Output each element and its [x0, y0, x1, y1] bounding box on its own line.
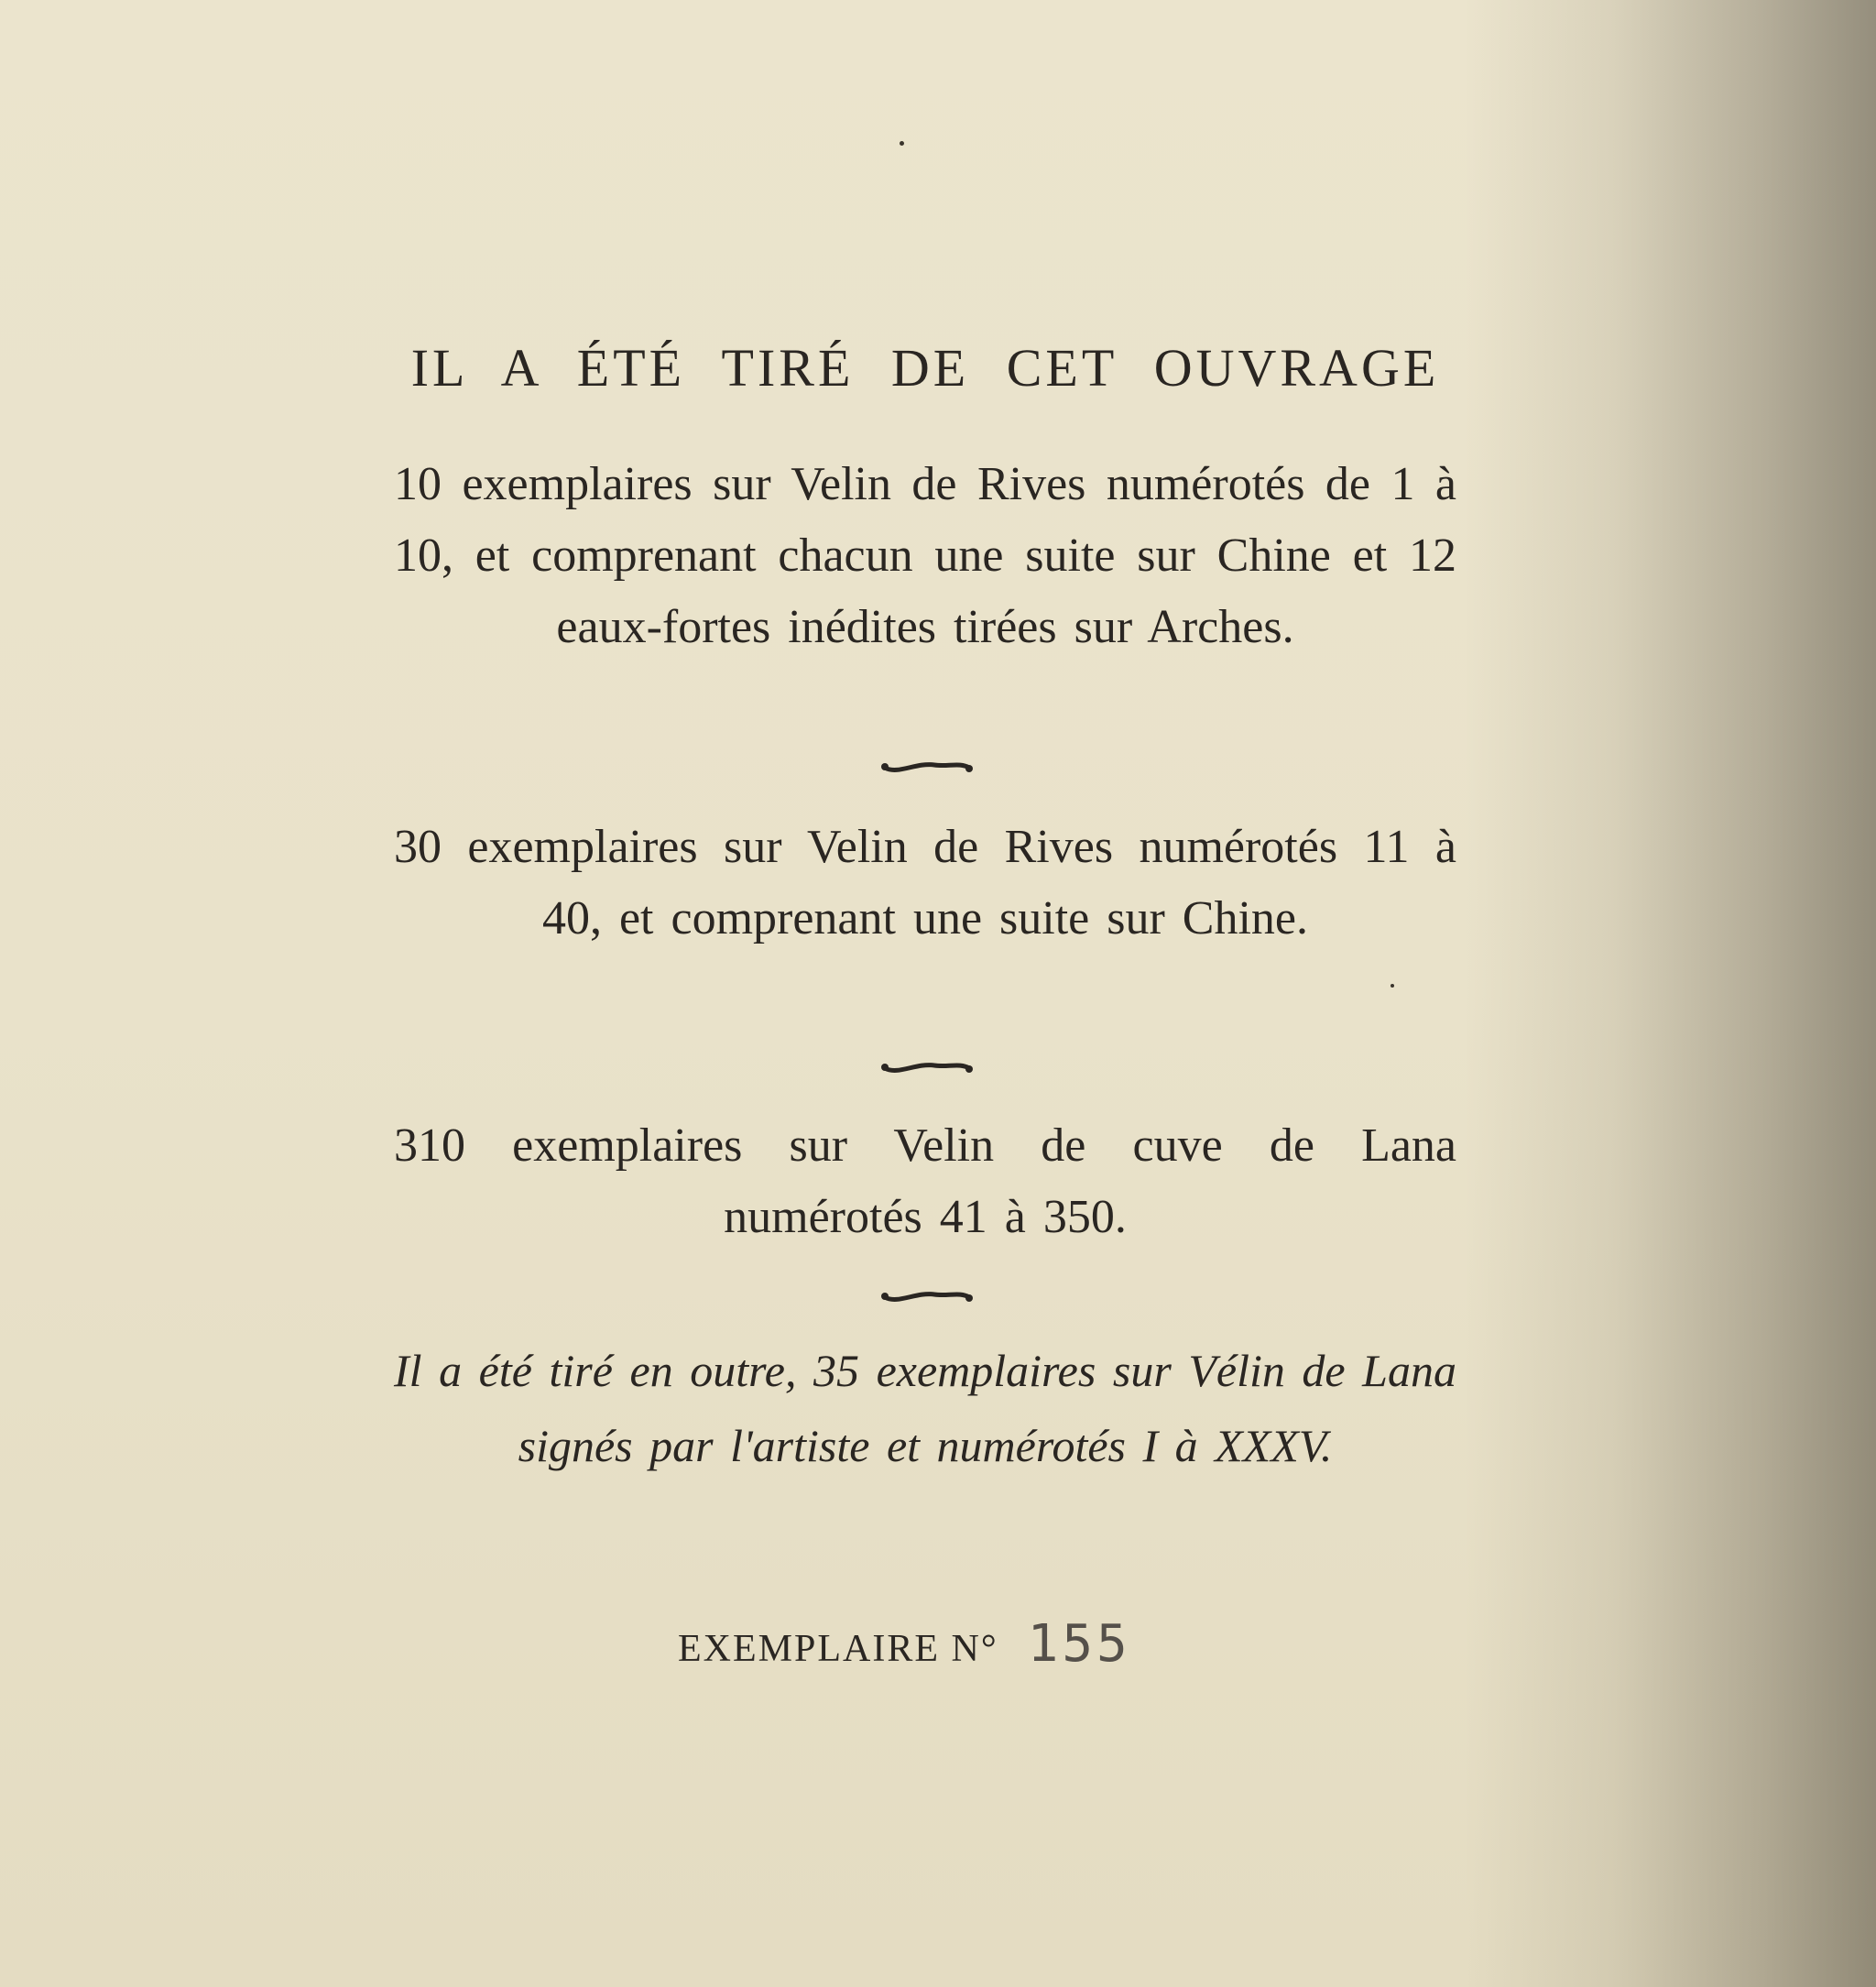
ink-speck — [1391, 984, 1394, 988]
swash-ornament-icon — [879, 1286, 975, 1308]
italic-signed-edition-note: Il a été tiré en outre, 35 exemplaires sur Vélin de Lana signés par l'artiste et numérotés I à XXXV. — [394, 1345, 1456, 1471]
exemplaire-stamped-number: 155 — [1027, 1614, 1131, 1674]
edition-paragraph-rives-chine: 30 exemplaires sur Velin de Rives numérotés 11 à 40, et comprenant une suite sur Chine. — [394, 821, 1456, 944]
exemplaire-label: EXEMPLAIRE N° — [678, 1628, 998, 1670]
edition-paragraph-lana: 310 exemplaires sur Velin de cuve de Lana numérotés 41 à 350. — [394, 1119, 1456, 1243]
ink-speck — [900, 141, 904, 146]
swash-ornament-icon — [879, 757, 975, 779]
exemplaire-line — [678, 1614, 1131, 1674]
swash-ornament-icon — [879, 1057, 975, 1079]
edition-paragraph-rives-chine-arches: 10 exemplaires sur Velin de Rives numérotés de 1 à 10, et comprenant chacun une suite sur Chine et 12 eaux-fortes inédites tirées sur Arches. — [394, 458, 1456, 653]
justification-heading: IL A ÉTÉ TIRÉ DE CET OUVRAGE — [410, 338, 1440, 398]
